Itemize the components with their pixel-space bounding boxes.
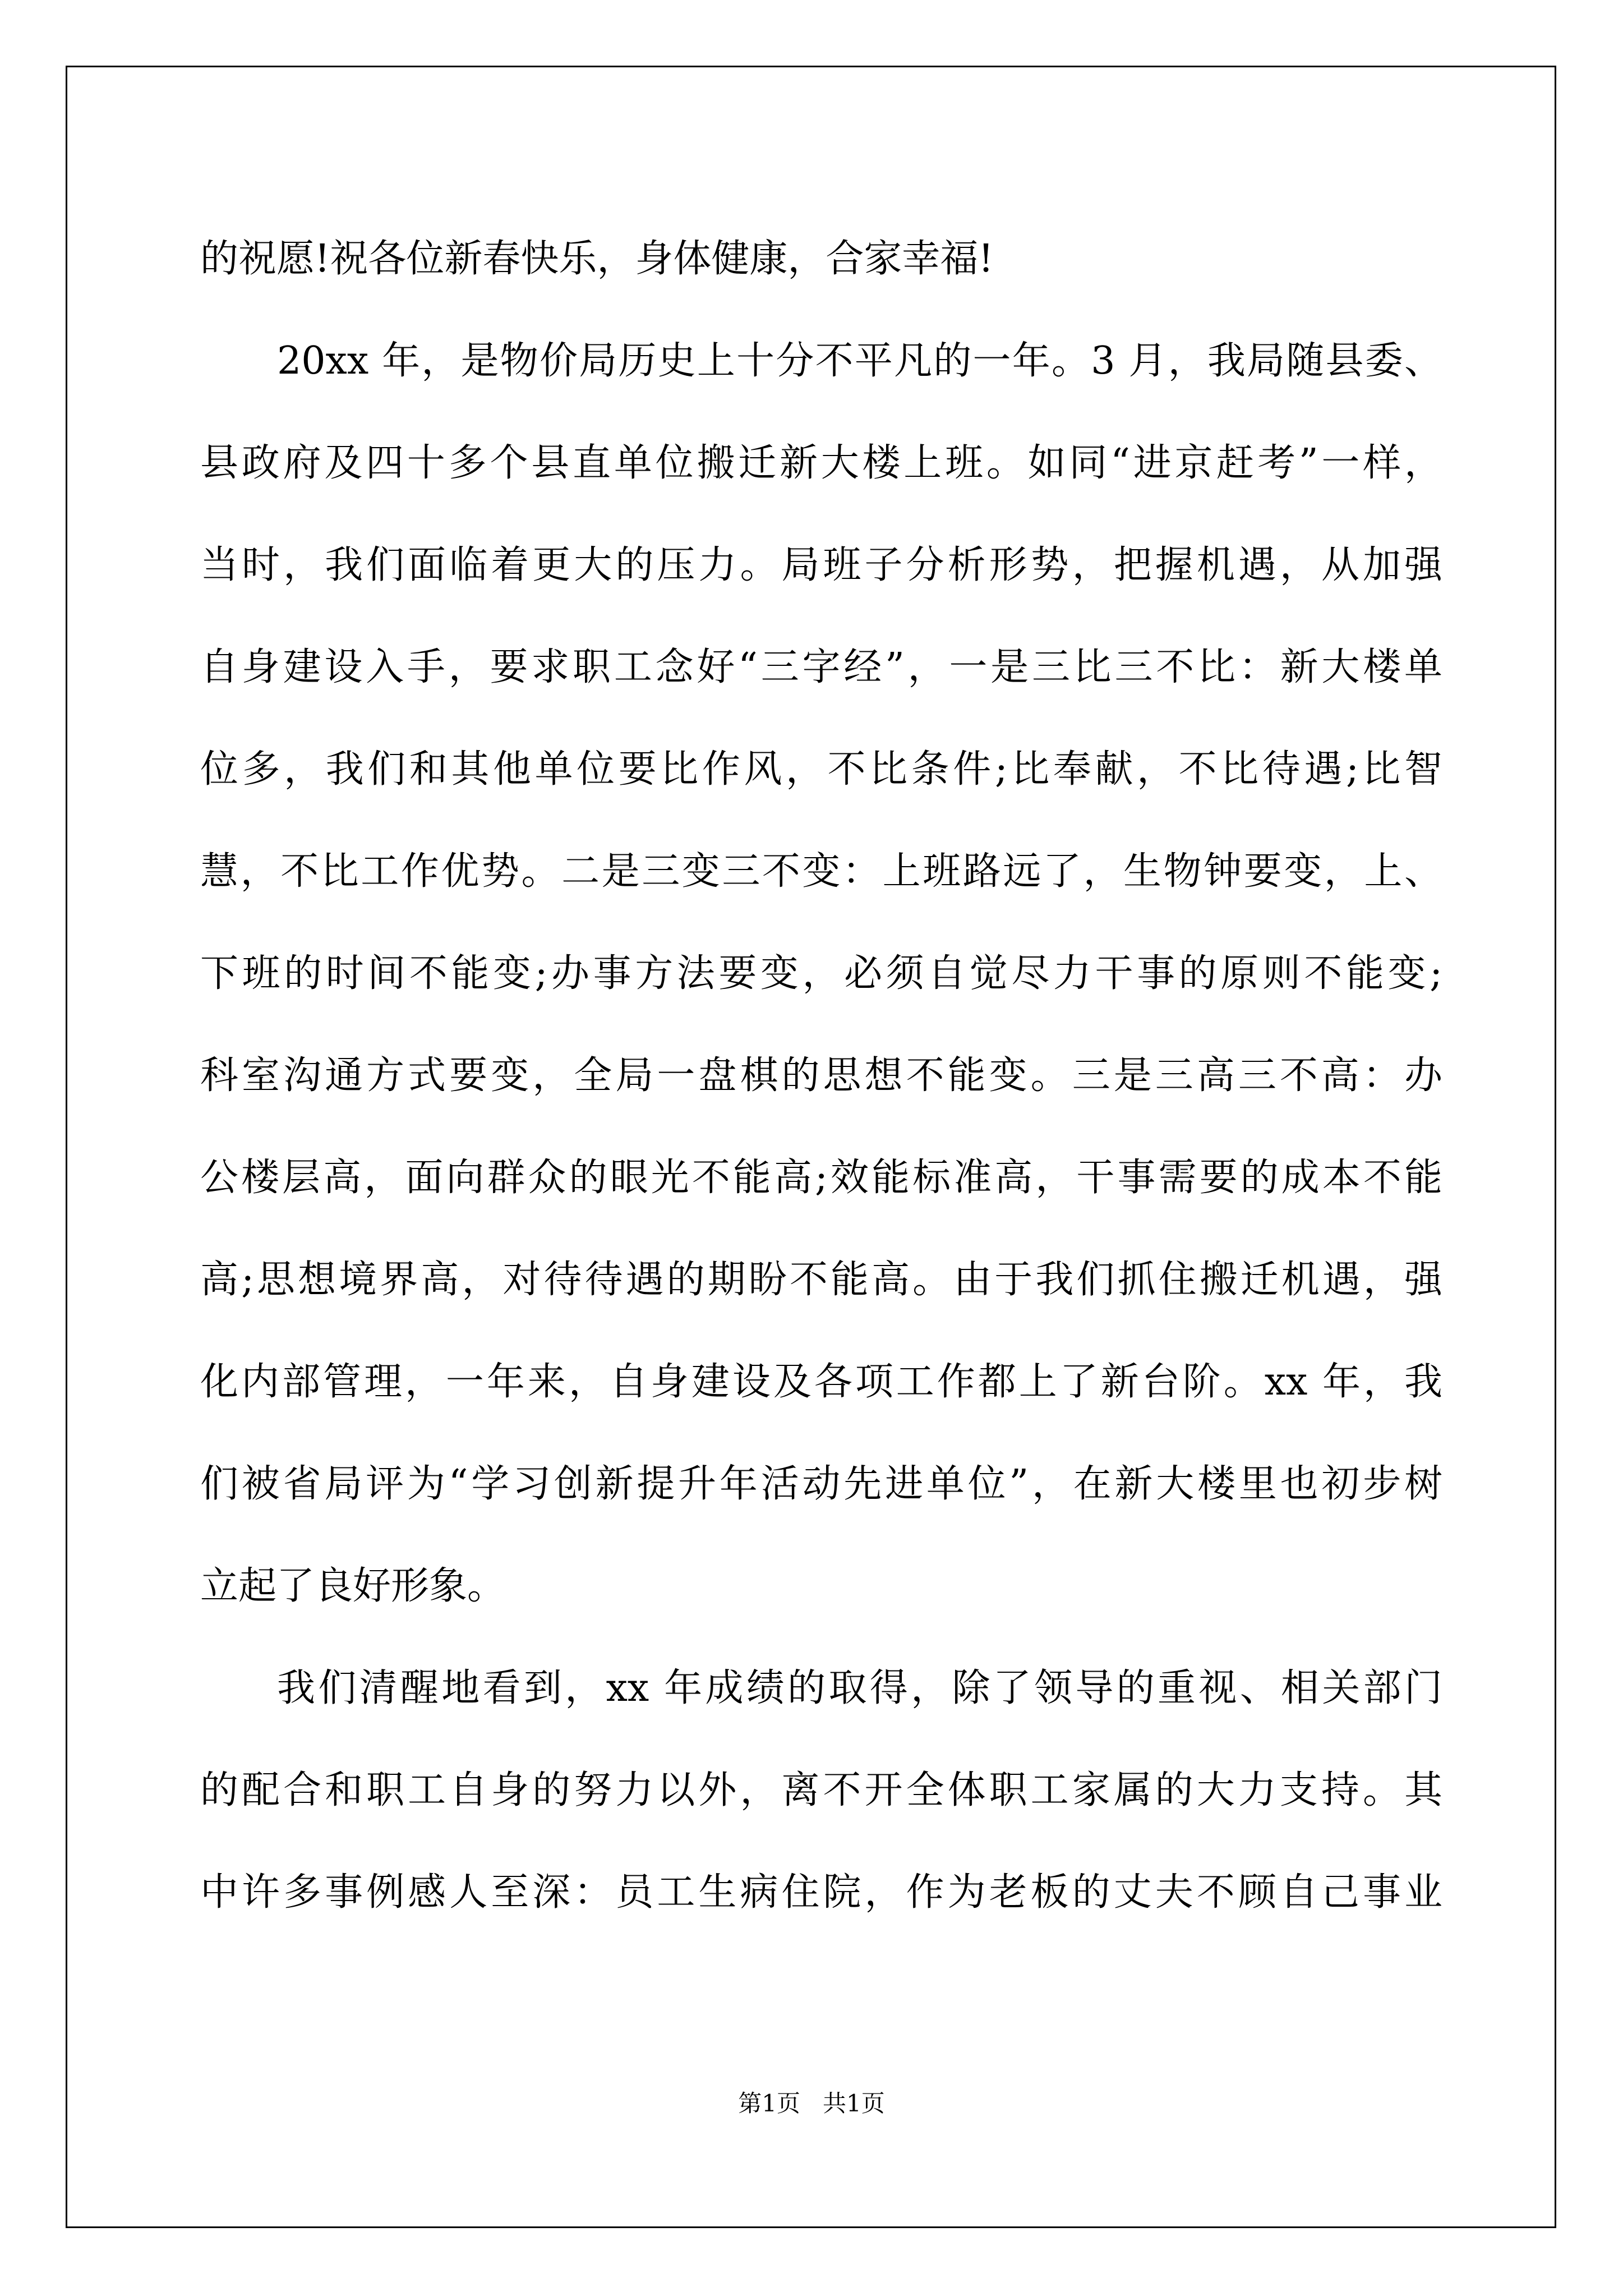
text-line: 科室沟通方式要变，全局一盘棋的思想不能变。三是三高三不高：办 — [200, 1053, 1442, 1098]
text-line: 下班的时间不能变;办事方法要变，必须自觉尽力干事的原则不能变; — [200, 951, 1442, 996]
text-line: 县政府及四十多个县直单位搬迁新大楼上班。如同“进京赶考”一样， — [200, 441, 1442, 485]
text-line: 公楼层高，面向群众的眼光不能高;效能标准高，干事需要的成本不能 — [200, 1156, 1442, 1200]
text-line: 的配合和职工自身的努力以外，离不开全体职工家属的大力支持。其 — [200, 1768, 1442, 1812]
document-body — [200, 208, 1442, 1944]
text-line: 位多，我们和其他单位要比作风，不比条件;比奉献，不比待遇;比智 — [200, 747, 1442, 792]
text-line: 自身建设入手，要求职工念好“三字经”，一是三比三不比：新大楼单 — [200, 645, 1442, 689]
text-line: 们被省局评为“学习创新提升年活动先进单位”，在新大楼里也初步树 — [200, 1462, 1442, 1506]
text-line: 高;思想境界高，对待待遇的期盼不能高。由于我们抓住搬迁机遇，强 — [200, 1258, 1442, 1302]
text-line: 慧，不比工作优势。二是三变三不变：上班路远了，生物钟要变，上、 — [200, 849, 1442, 894]
text-line: 20xx 年，是物价局历史上十分不平凡的一年。3 月，我局随县委、 — [277, 339, 1442, 383]
text-line: 立起了良好形象。 — [200, 1564, 506, 1608]
text-line: 我们清醒地看到，xx 年成绩的取得，除了领导的重视、相关部门 — [277, 1666, 1442, 1710]
text-line: 中许多事例感人至深：员工生病住院，作为老板的丈夫不顾自己事业 — [200, 1870, 1442, 1915]
text-line: 当时，我们面临着更大的压力。局班子分析形势，把握机遇，从加强 — [200, 543, 1442, 587]
text-line: 的祝愿!祝各位新春快乐，身体健康，合家幸福! — [200, 237, 994, 281]
text-line: 化内部管理，一年来，自身建设及各项工作都上了新台阶。xx 年，我 — [200, 1360, 1442, 1404]
page-footer: 第1页 共1页 — [738, 2090, 885, 2117]
